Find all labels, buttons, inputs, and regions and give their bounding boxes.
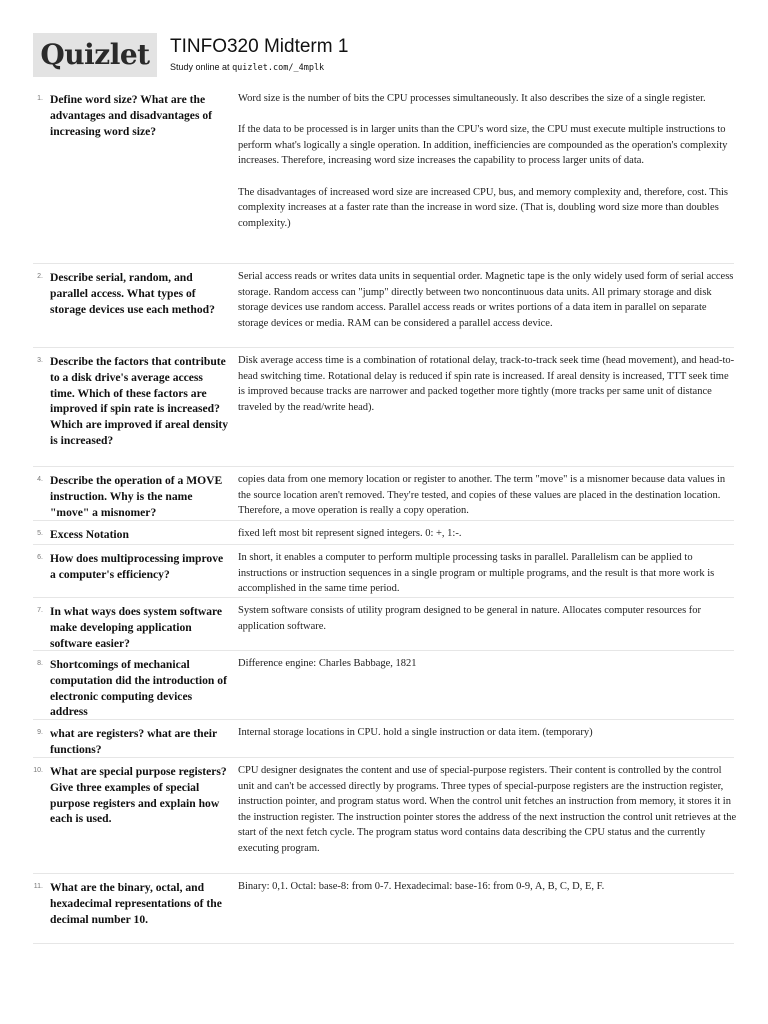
card-row: [33, 264, 734, 348]
card-number: 7.: [37, 607, 43, 614]
card-definition: [238, 879, 738, 895]
card-number: 3.: [37, 357, 43, 364]
card-row: [33, 348, 734, 467]
card-term: Excess Notation: [50, 528, 129, 541]
card-definition: [238, 353, 738, 415]
definition-paragraph: Binary: 0,1. Octal: base-8: from 0-7. Hexadecimal: base-16: from 0-9, A, B, C, D, E, F.: [238, 881, 605, 892]
card-term: How does multiprocessing improve a computer's efficiency?: [50, 552, 224, 581]
page-header: [33, 33, 733, 79]
definition-paragraph: Difference engine: Charles Babbage, 1821: [238, 658, 417, 669]
card-definition: [238, 472, 738, 519]
definition-paragraph: In short, it enables a computer to perform multiple processing tasks in parallel. Parallelism can be applied to instructions or instruction sequences in a single program or multiple programs, and the result is that more work is accomplished in the same time period.: [238, 552, 715, 595]
card-term: what are registers? what are their functions?: [50, 727, 217, 756]
card-term: Describe the operation of a MOVE instruction. Why is the name "move" a misnomer?: [50, 474, 223, 519]
definition-paragraph: copies data from one memory location or register to another. The term "move" is a misnomer because data values in the source location aren't removed. They're tested, and copies of these values are placed in the destination location. Therefore, a move operation is really a copy operation.: [238, 474, 726, 517]
card-number: 6.: [37, 554, 43, 561]
card-row: [33, 651, 734, 720]
card-definition: [238, 526, 738, 542]
card-term: In what ways does system software make developing application software easier?: [50, 605, 223, 650]
definition-paragraph: Disk average access time is a combination of rotational delay, track-to-track seek time (head movement), and head-to-head switching time. Rotational delay is reduced if spin rate is increased. If areal density is increased, TTT seek time is improved because tracks are narrower and packed together more tightly (more tracks per same unit of distance traveled by the read/write head).: [238, 355, 735, 413]
card-row: [33, 521, 734, 545]
definition-paragraph: Serial access reads or writes data units in sequential order. Magnetic tape is the only widely used form of serial access storage. Random access can "jump" directly between two noncontinuous data units. All primary storage and disk storage devices use random access. Parallel access reads or writes portions of a data item in parallel on separate storage devices or media. RAM can be considered a parallel access device.: [238, 271, 734, 329]
card-term: What are special purpose registers? Give three examples of special purpose registers and explain how each is used.: [50, 765, 227, 826]
card-definition: [238, 725, 738, 741]
card-row: [33, 720, 734, 758]
card-term: Shortcomings of mechanical computation did the introduction of electronic computing devices address: [50, 658, 227, 719]
card-number: 9.: [37, 729, 43, 736]
definition-paragraph: fixed left most bit represent signed integers. 0: +, 1:-.: [238, 528, 462, 539]
quizlet-logo[interactable]: Quizlet: [33, 33, 157, 77]
definition-paragraph: CPU designer designates the content and use of special-purpose registers. Their content is controlled by the control unit and can't be accessed directly by programs. Three types of special-purpose registers are the instruction register, instruction pointer, and program status word. When the control unit fetches an instruction from memory, it stores it in the instruction register. The instruction pointer stores the address of the next instruction the control unit retrieves at the start of the next fetch cycle. The program status word contains data describing the CPU status and the currently executing program.: [238, 765, 737, 854]
definition-paragraph: Word size is the number of bits the CPU processes simultaneously. It also describes the size of a single register.: [238, 93, 706, 104]
card-number: 2.: [37, 273, 43, 280]
card-number: 4.: [37, 476, 43, 483]
card-number: 10.: [33, 767, 43, 774]
card-term: Define word size? What are the advantages and disadvantages of increasing word size?: [50, 93, 213, 138]
card-number: 11.: [33, 883, 43, 890]
definition-paragraph: System software consists of utility program designed to be general in nature. Allocates computer resources for application software.: [238, 605, 702, 632]
card-definition: [238, 91, 738, 231]
card-term: What are the binary, octal, and hexadecimal representations of the decimal number 10.: [50, 881, 222, 926]
card-number: 1.: [37, 95, 43, 102]
card-row: [33, 874, 734, 944]
card-row: [33, 86, 734, 264]
card-term: Describe the factors that contribute to a disk drive's average access time. Which of these factors are improved if spin rate is increased? Which are improved if areal density is increased?: [50, 355, 229, 447]
definition-paragraph: The disadvantages of increased word size are increased CPU, bus, and memory complexity and, therefore, cost. This complexity increases at a faster rate than the increase in word size. (That is, doubling word size more than doubles complexity.): [238, 186, 728, 229]
study-online-label: Study online at: [170, 62, 230, 72]
study-url-link[interactable]: quizlet.com/_4mplk: [232, 63, 325, 73]
set-title: TINFO320 Midterm 1: [170, 36, 349, 57]
card-list: [33, 86, 737, 944]
study-online-line: [170, 62, 324, 73]
card-definition: [238, 656, 738, 672]
card-row: [33, 467, 734, 521]
definition-paragraph: Internal storage locations in CPU. hold a single instruction or data item. (temporary): [238, 727, 593, 738]
card-row: [33, 758, 737, 874]
card-definition: [238, 550, 738, 597]
card-number: 8.: [37, 660, 43, 667]
definition-paragraph: If the data to be processed is in larger units than the CPU's word size, the CPU must execute multiple instructions to perform what's logically a single operation. In addition, inefficiencies are compounded as the operation's complexity increases. Therefore, increasing word size increases the capability to process larger units of data.: [238, 124, 728, 167]
card-definition: [238, 269, 738, 331]
card-definition: [238, 603, 738, 634]
card-row: [33, 598, 734, 651]
card-number: 5.: [37, 530, 43, 537]
card-term: Describe serial, random, and parallel access. What types of storage devices use each method?: [50, 271, 215, 316]
card-row: [33, 545, 734, 598]
card-definition: [238, 763, 738, 857]
